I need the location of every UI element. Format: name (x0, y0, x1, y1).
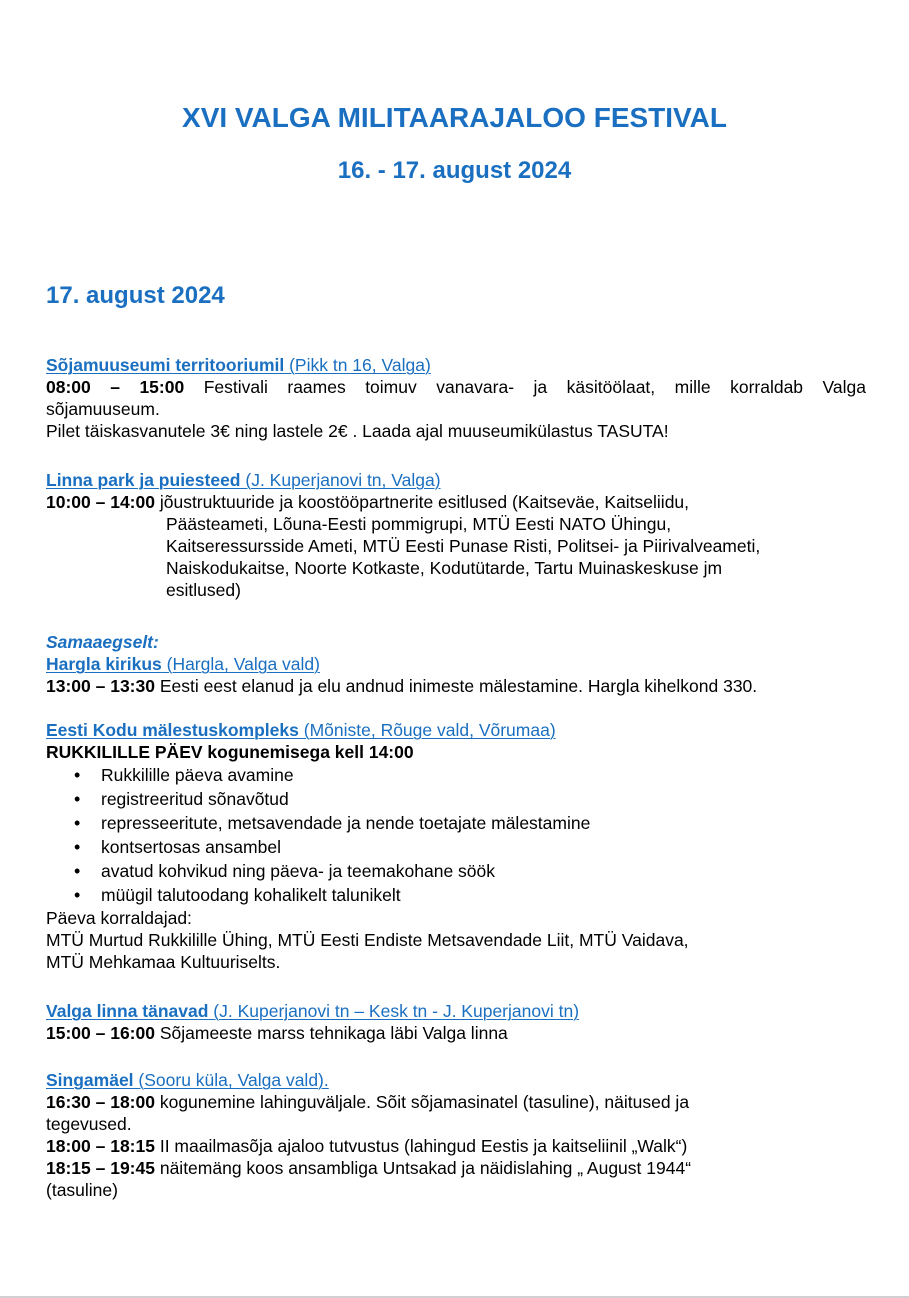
singamael-location-name[interactable]: Singamäel (46, 1070, 134, 1090)
streets-time: 15:00 – 16:00 (46, 1023, 155, 1043)
section-museum (46, 354, 866, 442)
streets-event-line (46, 1022, 866, 1044)
park-location-name[interactable]: Linna park ja puiesteed (46, 470, 241, 490)
singamael-event-3-time: 18:15 – 19:45 (46, 1158, 155, 1178)
singamael-event-2 (46, 1135, 866, 1157)
park-location[interactable] (46, 469, 866, 491)
singamael-location-address[interactable]: (Sooru küla, Valga vald). (133, 1070, 329, 1090)
organizers-line-1: MTÜ Murtud Rukkilille Ühing, MTÜ Eesti Endiste Metsavendade Liit, MTÜ Vaidava, (46, 930, 689, 950)
eesti-kodu-location-address[interactable]: (Mõniste, Rõuge vald, Võrumaa) (298, 720, 556, 740)
organizers-line-2: MTÜ Mehkamaa Kultuuriselts. (46, 952, 281, 972)
section-park (46, 469, 866, 601)
eesti-kodu-location-link[interactable] (46, 720, 556, 740)
singamael-location-link[interactable] (46, 1070, 329, 1090)
organizers-label: Päeva korraldajad: (46, 908, 192, 928)
hargla-location[interactable] (46, 653, 866, 675)
streets-location-name[interactable]: Valga linna tänavad (46, 1001, 209, 1021)
hargla-event-line (46, 675, 866, 697)
section-eesti-kodu (46, 719, 866, 973)
eesti-kodu-location[interactable] (46, 719, 866, 741)
list-item: • avatud kohvikud ning päeva- ja teemakohane söök (46, 859, 866, 883)
list-item: • müügil talutoodang kohalikelt talunikelt (46, 883, 866, 907)
streets-location-address[interactable]: (J. Kuperjanovi tn – Kesk tn - J. Kuperjanovi tn) (208, 1001, 580, 1021)
hargla-time: 13:00 – 13:30 (46, 676, 155, 696)
list-item: • represseeritute, metsavendade ja nende toetajate mälestamine (46, 811, 866, 835)
singamael-event-3 (46, 1157, 866, 1179)
museum-time: 08:00 – 15:00 (46, 377, 185, 397)
park-location-link[interactable] (46, 470, 441, 490)
list-item: • kontsertosas ansambel (46, 835, 866, 859)
section-singamael (46, 1069, 866, 1201)
hargla-location-address[interactable]: (Hargla, Valga vald) (161, 654, 320, 674)
section-streets (46, 1000, 866, 1044)
park-line-1: jõustruktuuride ja koostööpartnerite esitlused (Kaitseväe, Kaitseliidu, (154, 492, 690, 512)
section-hargla (46, 631, 866, 697)
simultaneous-label: Samaaegselt: (46, 632, 159, 652)
museum-description-1: Festivali raames toimuv vanavara- ja käsitöölaat, mille korraldab Valga (184, 377, 866, 397)
hargla-location-name[interactable]: Hargla kirikus (46, 654, 162, 674)
museum-ticket-info: Pilet täiskasvanutele 3€ ning lastele 2€ . Laada ajal muuseumikülastus TASUTA! (46, 421, 669, 441)
list-item: • registreeritud sõnavõtud (46, 787, 866, 811)
day-heading: 17. august 2024 (46, 282, 225, 309)
eesti-kodu-location-name[interactable]: Eesti Kodu mälestuskompleks (46, 720, 299, 740)
streets-location-link[interactable] (46, 1001, 579, 1021)
park-time: 10:00 – 14:00 (46, 492, 155, 512)
singamael-event-1-time: 16:30 – 18:00 (46, 1092, 155, 1112)
park-line-4: Naiskodukaitse, Noorte Kotkaste, Kodutütarde, Tartu Muinaskeskuse jm (166, 558, 723, 578)
singamael-event-1-text: kogunemine lahinguväljale. Sõit sõjamasinatel (tasuline), näitused ja (154, 1092, 690, 1112)
singamael-event-3-text-2: (tasuline) (46, 1180, 118, 1200)
singamael-event-1 (46, 1091, 866, 1113)
park-event-line (46, 491, 866, 513)
museum-location[interactable] (46, 354, 866, 376)
singamael-event-1-text-2: tegevused. (46, 1114, 132, 1134)
festival-dates: 16. - 17. august 2024 (337, 157, 572, 184)
singamael-event-2-text: II maailmasõja ajaloo tutvustus (lahingud Eestis ja kaitseliinil „Walk“) (154, 1136, 688, 1156)
park-line-2: Päästeameti, Lõuna-Eesti pommigrupi, MTÜ Eesti NATO Ühingu, (166, 514, 672, 534)
museum-location-link[interactable] (46, 355, 431, 375)
singamael-event-2-time: 18:00 – 18:15 (46, 1136, 155, 1156)
museum-event-line (46, 376, 866, 398)
hargla-description: Eesti eest elanud ja elu andnud inimeste mälestamine. Hargla kihelkond 330. (154, 676, 758, 696)
streets-location[interactable] (46, 1000, 866, 1022)
eesti-kodu-event-title: RUKKILILLE PÄEV kogunemisega kell 14:00 (46, 742, 414, 762)
park-line-3: Kaitseressursside Ameti, MTÜ Eesti Punase Risti, Politsei- ja Piirivalveameti, (166, 536, 761, 556)
hargla-location-link[interactable] (46, 654, 320, 674)
singamael-location[interactable] (46, 1069, 866, 1091)
list-item: • Rukkilille päeva avamine (46, 763, 866, 787)
singamael-event-3-text: näitemäng koos ansambliga Untsakad ja näidislahing „ August 1944“ (154, 1158, 692, 1178)
park-line-5: esitlused) (166, 580, 241, 600)
streets-description: Sõjameeste marss tehnikaga läbi Valga linna (154, 1023, 508, 1043)
museum-location-name[interactable]: Sõjamuuseumi territooriumil (46, 355, 285, 375)
festival-title: XVI VALGA MILITAARAJALOO FESTIVAL (182, 102, 727, 133)
park-location-address[interactable]: (J. Kuperjanovi tn, Valga) (240, 470, 441, 490)
eesti-kodu-program-list (46, 763, 866, 907)
museum-location-address[interactable]: (Pikk tn 16, Valga) (284, 355, 431, 375)
museum-description-2: sõjamuuseum. (46, 399, 160, 419)
